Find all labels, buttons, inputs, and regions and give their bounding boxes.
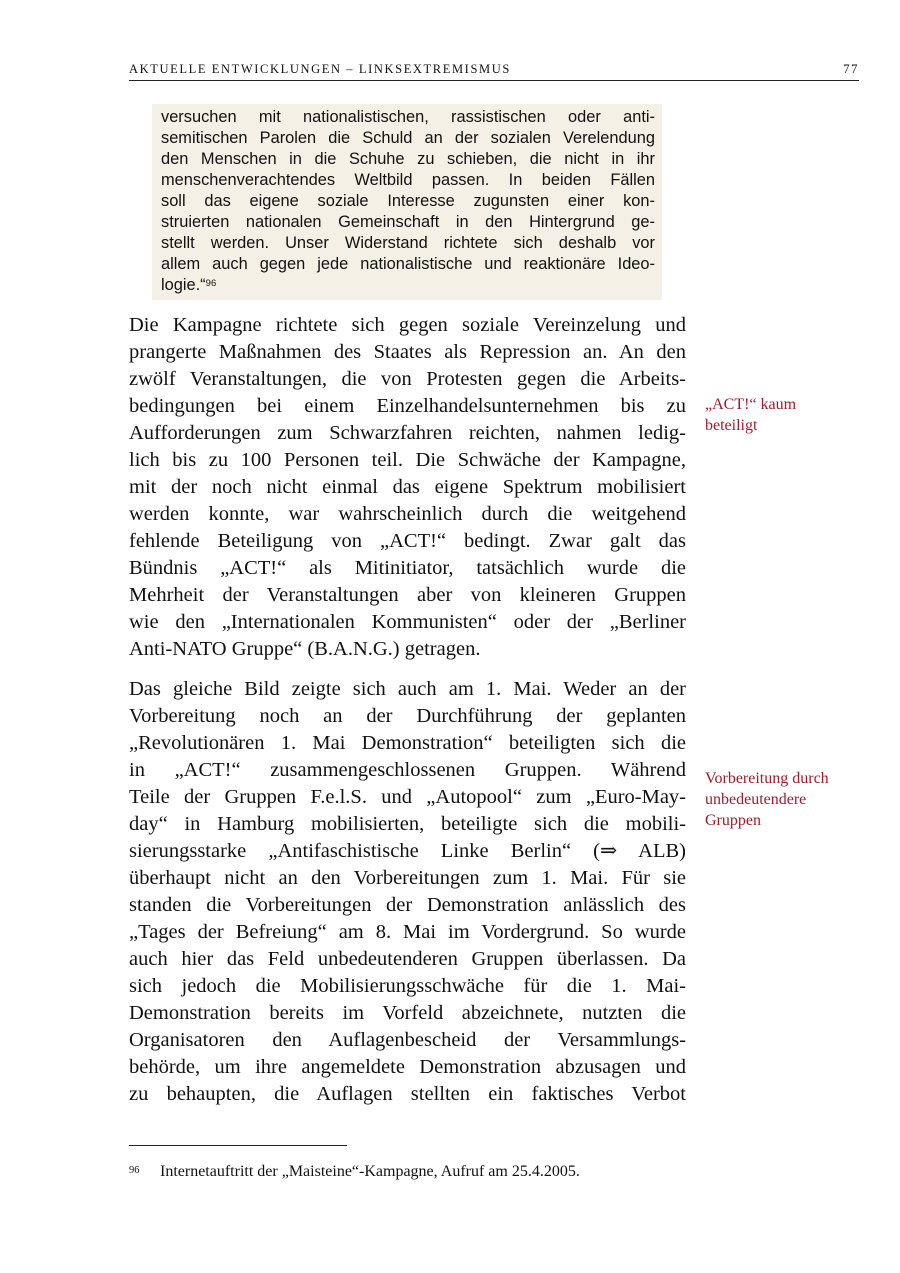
margin-note-line: beteiligt	[705, 417, 758, 434]
text-line: mit der noch nicht einmal das eigene Spektrum mobilisiert	[129, 476, 686, 498]
footnote	[129, 1162, 580, 1182]
text-line: Aufforderungen zum Schwarzfahren reichten, nahmen ledig-	[129, 422, 686, 444]
quote-line: semitischen Parolen die Schuld an der sozialen Verelendung	[161, 129, 655, 147]
quote-line: allem auch gegen jede nationalistische und reaktionäre Ideo-	[161, 255, 655, 273]
quote-box	[152, 104, 662, 300]
text-line: Mehrheit der Veranstaltungen aber von kleineren Gruppen	[129, 584, 686, 606]
header-rule	[129, 80, 859, 81]
footnote-text: Internetauftritt der „Maisteine“-Kampagne, Aufruf am 25.4.2005.	[160, 1163, 580, 1180]
margin-note-act-participation	[705, 394, 865, 436]
paragraph-2	[129, 676, 686, 1108]
paragraph-1	[129, 312, 686, 663]
text-line: auch hier das Feld unbedeutenderen Gruppen überlassen. Da	[129, 948, 686, 970]
quote-line: soll das eigene soziale Interesse zugunsten einer kon-	[161, 192, 655, 210]
quote-line: struierten nationalen Gemeinschaft in den Hintergrund ge-	[161, 213, 655, 231]
running-header	[129, 62, 859, 77]
quote-line: versuchen mit nationalistischen, rassistischen oder anti-	[161, 108, 655, 126]
text-line: wie den „Internationalen Kommunisten“ oder der „Berliner	[129, 611, 686, 633]
text-line: überhaupt nicht an den Vorbereitungen zum 1. Mai. Für sie	[129, 867, 686, 889]
footnote-separator	[129, 1145, 347, 1146]
margin-note-line: Vorbereitung durch	[705, 770, 829, 787]
text-line: Demonstration bereits im Vorfeld abzeichnete, nutzten die	[129, 1002, 686, 1024]
running-title: AKTUELLE ENTWICKLUNGEN – LINKSEXTREMISMUS	[129, 62, 511, 76]
text-line: werden konnte, war wahrscheinlich durch die weitgehend	[129, 503, 686, 525]
text-line: Die Kampagne richtete sich gegen soziale Vereinzelung und	[129, 314, 686, 336]
text-line: zwölf Veranstaltungen, die von Protesten gegen die Arbeits-	[129, 368, 686, 390]
margin-note-line: „ACT!“ kaum	[705, 396, 797, 413]
quote-line-last	[152, 275, 655, 296]
footnote-reference[interactable]: 96	[205, 278, 217, 289]
text-line: fehlende Beteiligung von „ACT!“ bedingt. Zwar galt das	[129, 530, 686, 552]
text-line: sierungsstarke „Antifaschistische Linke Berlin“ (⇒ ALB)	[129, 840, 686, 862]
quote-line-text: logie.“	[161, 276, 206, 294]
text-line: „Revolutionären 1. Mai Demonstration“ beteiligten sich die	[129, 732, 686, 754]
page-number: 77	[843, 62, 859, 76]
text-line: Anti-NATO Gruppe“ (B.A.N.G.) getragen.	[129, 638, 481, 660]
text-line: in „ACT!“ zusammengeschlossenen Gruppen. Während	[129, 759, 686, 781]
text-line: standen die Vorbereitungen der Demonstration anlässlich des	[129, 894, 686, 916]
text-line: Das gleiche Bild zeigte sich auch am 1. Mai. Weder an der	[129, 678, 686, 700]
margin-note-line: Gruppen	[705, 812, 761, 829]
text-line: bedingungen bei einem Einzelhandelsunternehmen bis zu	[129, 395, 686, 417]
text-line: behörde, um ihre angemeldete Demonstration abzusagen und	[129, 1056, 686, 1078]
margin-note-preparation	[705, 768, 865, 831]
footnote-number: 96	[129, 1165, 140, 1176]
text-line: sich jedoch die Mobilisierungsschwäche für die 1. Mai-	[129, 975, 686, 997]
margin-note-line: unbedeutendere	[705, 791, 807, 808]
quote-line: stellt werden. Unser Widerstand richtete sich deshalb vor	[161, 234, 655, 252]
text-line: Vorbereitung noch an der Durchführung der geplanten	[129, 705, 686, 727]
text-line: Organisatoren den Auflagenbescheid der Versammlungs-	[129, 1029, 686, 1051]
text-line: Bündnis „ACT!“ als Mitinitiator, tatsächlich wurde die	[129, 557, 686, 579]
text-line: „Tages der Befreiung“ am 8. Mai im Vordergrund. So wurde	[129, 921, 686, 943]
text-line: zu behaupten, die Auflagen stellten ein faktisches Verbot	[129, 1083, 686, 1105]
quote-line: menschenverachtendes Weltbild passen. In beiden Fällen	[161, 171, 655, 189]
text-line: day“ in Hamburg mobilisierten, beteiligte sich die mobili-	[129, 813, 686, 835]
quote-line: den Menschen in die Schuhe zu schieben, die nicht in ihr	[161, 150, 655, 168]
text-line: Teile der Gruppen F.e.l.S. und „Autopool“ zum „Euro-May-	[129, 786, 686, 808]
text-line: lich bis zu 100 Personen teil. Die Schwäche der Kampagne,	[129, 449, 686, 471]
text-line: prangerte Maßnahmen des Staates als Repression an. An den	[129, 341, 686, 363]
